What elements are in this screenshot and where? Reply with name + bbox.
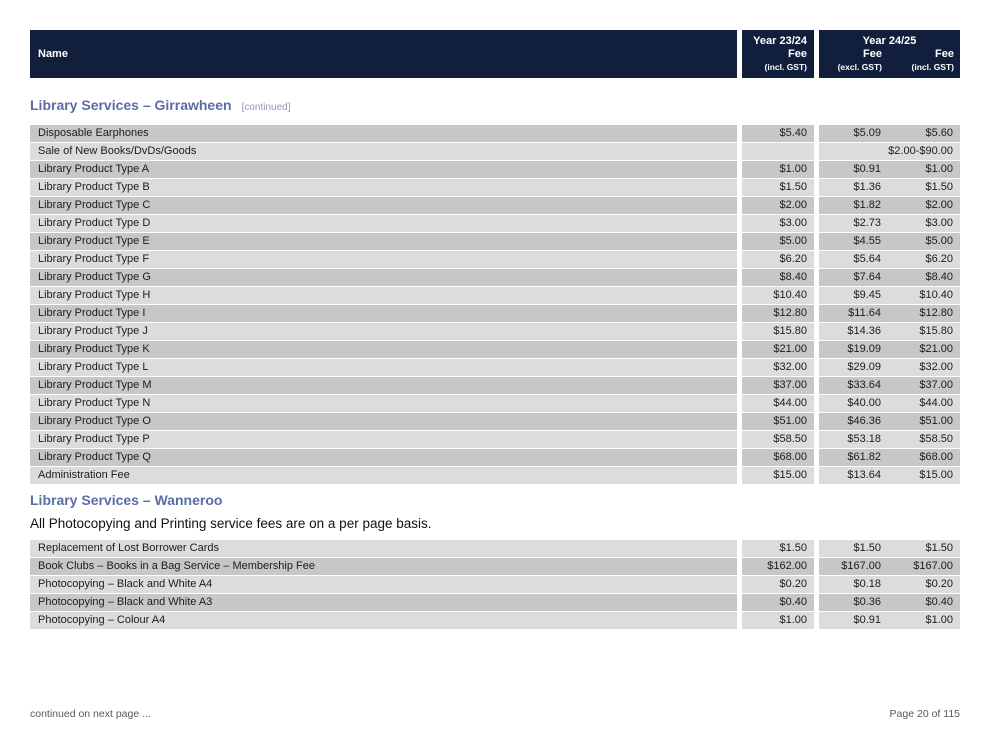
row-fee-2425-excl: $61.82 — [819, 449, 888, 466]
row-name: Library Product Type Q — [30, 449, 737, 466]
header-year-2425-excl-gst: (excl. GST) — [837, 62, 882, 72]
row-name: Library Product Type A — [30, 161, 737, 178]
table-row — [30, 395, 960, 412]
row-name: Library Product Type L — [30, 359, 737, 376]
fee-table — [30, 125, 960, 484]
row-fee-2425-incl: $1.50 — [888, 179, 960, 196]
row-fee-2425-incl: $0.20 — [888, 576, 960, 593]
row-fee-2324-incl: $6.20 — [742, 251, 814, 268]
row-fee-2425-incl: $3.00 — [888, 215, 960, 232]
page-number: Page 20 of 115 — [889, 708, 960, 720]
row-fee-2324-incl — [742, 143, 814, 160]
row-fee-2425-incl: $15.00 — [888, 467, 960, 484]
row-fee-2425-incl: $6.20 — [888, 251, 960, 268]
table-row — [30, 359, 960, 376]
row-fee-2324-incl: $162.00 — [742, 558, 814, 575]
row-name: Library Product Type E — [30, 233, 737, 250]
row-fee-2324-incl: $51.00 — [742, 413, 814, 430]
row-fee-2324-incl: $8.40 — [742, 269, 814, 286]
continued-note: continued on next page ... — [30, 708, 151, 720]
row-fee-2425-excl: $14.36 — [819, 323, 888, 340]
sections — [30, 96, 960, 629]
fee-section — [30, 491, 960, 629]
row-fee-2324-incl: $3.00 — [742, 215, 814, 232]
table-row — [30, 576, 960, 593]
row-name: Photocopying – Black and White A4 — [30, 576, 737, 593]
row-fee-2425-incl: $21.00 — [888, 341, 960, 358]
row-fee-2425-incl: $58.50 — [888, 431, 960, 448]
row-fee-2324-incl: $0.20 — [742, 576, 814, 593]
row-fee-2324-incl: $58.50 — [742, 431, 814, 448]
row-name: Library Product Type F — [30, 251, 737, 268]
fee-section — [30, 96, 960, 484]
row-fee-2425-excl: $7.64 — [819, 269, 888, 286]
row-fee-2425-excl: $2.73 — [819, 215, 888, 232]
row-name: Photocopying – Colour A4 — [30, 612, 737, 629]
row-fee-2425-excl: $0.36 — [819, 594, 888, 611]
table-row — [30, 594, 960, 611]
section-note: All Photocopying and Printing service fees are on a per page basis. — [30, 516, 432, 531]
row-fee-2324-incl: $2.00 — [742, 197, 814, 214]
row-fee-2425-incl: $51.00 — [888, 413, 960, 430]
header-year-2425-incl-gst: (incl. GST) — [911, 62, 954, 72]
row-name: Sale of New Books/DvDs/Goods — [30, 143, 737, 160]
row-fee-2425-excl — [819, 143, 888, 160]
row-name: Replacement of Lost Borrower Cards — [30, 540, 737, 557]
section-heading-text: Library Services – Wanneroo — [30, 492, 223, 508]
row-name: Library Product Type M — [30, 377, 737, 394]
table-row — [30, 143, 960, 160]
table-row — [30, 287, 960, 304]
section-heading — [30, 491, 960, 509]
row-fee-2425-excl: $29.09 — [819, 359, 888, 376]
table-row — [30, 215, 960, 232]
table-row — [30, 612, 960, 629]
row-fee-2425-excl: $9.45 — [819, 287, 888, 304]
row-fee-2425-excl: $13.64 — [819, 467, 888, 484]
table-row — [30, 540, 960, 557]
row-fee-2425-incl: $68.00 — [888, 449, 960, 466]
table-header — [30, 30, 960, 78]
row-fee-2324-incl: $10.40 — [742, 287, 814, 304]
header-year-2324-gst: (incl. GST) — [764, 62, 807, 72]
header-year-2425-incl-fee: Fee — [935, 48, 954, 60]
row-name: Library Product Type O — [30, 413, 737, 430]
row-name: Library Product Type J — [30, 323, 737, 340]
row-fee-2425-excl: $53.18 — [819, 431, 888, 448]
row-name: Library Product Type P — [30, 431, 737, 448]
row-fee-2324-incl: $1.50 — [742, 179, 814, 196]
row-fee-2324-incl: $32.00 — [742, 359, 814, 376]
row-fee-2425-excl: $1.50 — [819, 540, 888, 557]
header-year-2324-fee: Fee — [788, 48, 807, 60]
table-row — [30, 323, 960, 340]
row-fee-2324-incl: $1.00 — [742, 612, 814, 629]
section-heading-text: Library Services – Girrawheen — [30, 97, 232, 113]
header-year-2324-title: Year 23/24 — [753, 35, 807, 47]
table-row — [30, 413, 960, 430]
row-fee-2425-incl: $5.60 — [888, 125, 960, 142]
row-fee-2425-excl: $1.82 — [819, 197, 888, 214]
row-name: Administration Fee — [30, 467, 737, 484]
header-name-label: Name — [38, 48, 68, 60]
table-row — [30, 197, 960, 214]
row-fee-2324-incl: $68.00 — [742, 449, 814, 466]
table-row — [30, 233, 960, 250]
row-fee-2425-excl: $5.09 — [819, 125, 888, 142]
header-year-2324-column — [742, 30, 814, 78]
table-row — [30, 341, 960, 358]
table-row — [30, 431, 960, 448]
header-name-column — [30, 30, 737, 78]
row-fee-2425-excl: $0.18 — [819, 576, 888, 593]
row-fee-2425-excl: $167.00 — [819, 558, 888, 575]
row-fee-2425-incl: $12.80 — [888, 305, 960, 322]
row-fee-2324-incl: $5.00 — [742, 233, 814, 250]
row-name: Library Product Type B — [30, 179, 737, 196]
row-fee-2425-excl: $5.64 — [819, 251, 888, 268]
row-fee-2425-incl: $0.40 — [888, 594, 960, 611]
row-fee-2425-incl: $5.00 — [888, 233, 960, 250]
row-fee-2324-incl: $15.80 — [742, 323, 814, 340]
table-row — [30, 305, 960, 322]
row-name: Library Product Type I — [30, 305, 737, 322]
row-fee-2425-excl: $4.55 — [819, 233, 888, 250]
page-footer — [30, 708, 960, 720]
fee-table — [30, 540, 960, 629]
row-fee-2425-incl: $44.00 — [888, 395, 960, 412]
row-fee-2425-excl: $46.36 — [819, 413, 888, 430]
row-fee-2425-excl: $0.91 — [819, 612, 888, 629]
row-fee-2324-incl: $1.50 — [742, 540, 814, 557]
table-row — [30, 125, 960, 142]
row-fee-2425-incl: $37.00 — [888, 377, 960, 394]
row-fee-2425-excl: $11.64 — [819, 305, 888, 322]
table-row — [30, 179, 960, 196]
row-fee-2425-incl: $15.80 — [888, 323, 960, 340]
row-name: Photocopying – Black and White A3 — [30, 594, 737, 611]
row-fee-2425-excl: $33.64 — [819, 377, 888, 394]
row-fee-2425-incl: $32.00 — [888, 359, 960, 376]
row-fee-2324-incl: $5.40 — [742, 125, 814, 142]
row-fee-2324-incl: $1.00 — [742, 161, 814, 178]
row-fee-2425-incl: $1.00 — [888, 161, 960, 178]
row-fee-2324-incl: $21.00 — [742, 341, 814, 358]
section-heading — [30, 96, 960, 117]
header-year-2425-excl-fee: Fee — [863, 48, 882, 60]
row-fee-2425-excl: $40.00 — [819, 395, 888, 412]
row-name: Book Clubs – Books in a Bag Service – Membership Fee — [30, 558, 737, 575]
table-row — [30, 449, 960, 466]
header-year-2425-column — [819, 30, 960, 78]
row-fee-2425-incl: $10.40 — [888, 287, 960, 304]
row-fee-2324-incl: $12.80 — [742, 305, 814, 322]
table-row — [30, 251, 960, 268]
row-name: Library Product Type H — [30, 287, 737, 304]
row-fee-2425-excl: $1.36 — [819, 179, 888, 196]
header-year-2425-title: Year 24/25 — [862, 35, 917, 47]
row-fee-2425-incl: $1.00 — [888, 612, 960, 629]
table-row — [30, 161, 960, 178]
row-fee-2324-incl: $44.00 — [742, 395, 814, 412]
row-fee-2425-excl: $0.91 — [819, 161, 888, 178]
table-row — [30, 558, 960, 575]
row-name: Library Product Type N — [30, 395, 737, 412]
row-name: Disposable Earphones — [30, 125, 737, 142]
document-page — [30, 30, 960, 720]
row-name: Library Product Type K — [30, 341, 737, 358]
table-row — [30, 467, 960, 484]
table-row — [30, 377, 960, 394]
row-fee-2324-incl: $15.00 — [742, 467, 814, 484]
row-fee-2425-incl: $1.50 — [888, 540, 960, 557]
row-name: Library Product Type D — [30, 215, 737, 232]
row-fee-2425-incl: $8.40 — [888, 269, 960, 286]
section-heading-continued: [continued] — [241, 102, 291, 113]
row-name: Library Product Type C — [30, 197, 737, 214]
row-fee-2324-incl: $0.40 — [742, 594, 814, 611]
row-name: Library Product Type G — [30, 269, 737, 286]
table-row — [30, 269, 960, 286]
row-fee-2425-incl: $2.00 — [888, 197, 960, 214]
row-fee-2425-excl: $19.09 — [819, 341, 888, 358]
row-fee-2425-incl: $167.00 — [888, 558, 960, 575]
row-fee-2425-incl: $2.00-$90.00 — [888, 143, 960, 160]
row-fee-2324-incl: $37.00 — [742, 377, 814, 394]
